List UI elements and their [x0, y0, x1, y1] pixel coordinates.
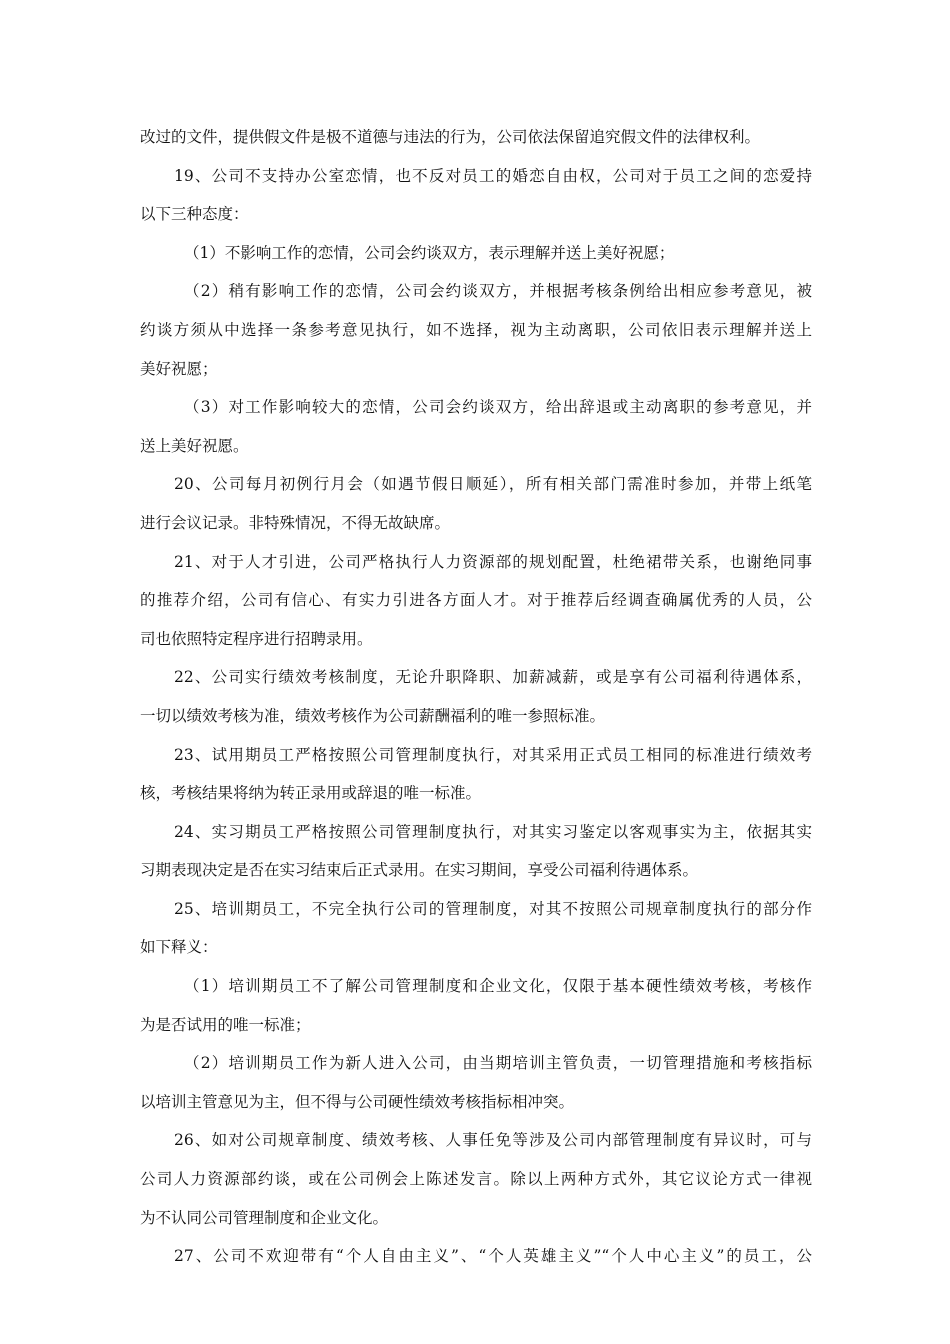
- text-line: 23、试用期员工严格按照公司管理制度执行，对其采用正式员工相同的标准进行绩效考: [174, 745, 812, 764]
- document-body: [140, 118, 812, 1276]
- text-line: 21、对于人才引进，公司严格执行人力资源部的规划配置，杜绝裙带关系，也谢绝同事: [174, 552, 812, 571]
- text-line: 20、公司每月初例行月会（如遇节假日顺延），所有相关部门需准时参加，并带上纸笔: [174, 475, 812, 494]
- text-line: 以培训主管意见为主，但不得与公司硬性绩效考核指标相冲突。: [140, 1092, 575, 1111]
- text-line: （1）培训期员工不了解公司管理制度和企业文化，仅限于基本硬性绩效考核，考核作: [184, 977, 812, 996]
- text-line: 的推荐介绍，公司有信心、有实力引进各方面人才。对于推荐后经调查确属优秀的人员，公: [140, 591, 812, 610]
- text-line: 如下释义：: [140, 938, 218, 957]
- text-line: 进行会议记录。非特殊情况，不得无故缺席。: [140, 513, 451, 532]
- text-line: 核，考核结果将纳为转正录用或辞退的唯一标准。: [140, 784, 482, 803]
- text-line: 25、培训期员工，不完全执行公司的管理制度，对其不按照公司规章制度执行的部分作: [174, 899, 812, 918]
- text-line: 以下三种态度：: [140, 205, 249, 224]
- text-line: （2）稍有影响工作的恋情，公司会约谈双方，并根据考核条例给出相应参考意见，被: [184, 282, 812, 301]
- text-line: 公司人力资源部约谈，或在公司例会上陈述发言。除以上两种方式外，其它议论方式一律视: [140, 1170, 812, 1189]
- text-line: 改过的文件，提供假文件是极不道德与违法的行为，公司依法保留追究假文件的法律权利。: [140, 128, 761, 146]
- text-line: 美好祝愿；: [140, 359, 218, 378]
- text-line: 送上美好祝愿。: [140, 436, 249, 455]
- text-line: 26、如对公司规章制度、绩效考核、人事任免等涉及公司内部管理制度有异议时，可与: [174, 1131, 812, 1150]
- text-line: （3）对工作影响较大的恋情，公司会约谈双方，给出辞退或主动离职的参考意见，并: [184, 398, 812, 417]
- text-line: 一切以绩效考核为准，绩效考核作为公司薪酬福利的唯一参照标准。: [140, 706, 606, 725]
- text-line: 22、公司实行绩效考核制度，无论升职降职、加薪减薪，或是享有公司福利待遇体系，: [174, 668, 812, 687]
- text-line: 为是否试用的唯一标准；: [140, 1015, 311, 1034]
- text-line: 19、公司不支持办公室恋情，也不反对员工的婚恋自由权，公司对于员工之间的恋爱持: [174, 166, 812, 185]
- text-line: 为不认同公司管理制度和企业文化。: [140, 1208, 389, 1227]
- text-line: 27、公司不欢迎带有“个人自由主义”、“个人英雄主义”“个人中心主义”的员工，公: [174, 1247, 812, 1266]
- text-line: 约谈方须从中选择一条参考意见执行，如不选择，视为主动离职，公司依旧表示理解并送上: [140, 320, 812, 339]
- text-line: 司也依照特定程序进行招聘录用。: [140, 629, 373, 648]
- text-line: 24、实习期员工严格按照公司管理制度执行，对其实习鉴定以客观事实为主，依据其实: [174, 822, 812, 841]
- text-line: （2）培训期员工作为新人进入公司，由当期培训主管负责，一切管理措施和考核指标: [184, 1054, 812, 1073]
- text-line: 习期表现决定是否在实习结束后正式录用。在实习期间，享受公司福利待遇体系。: [140, 861, 699, 880]
- text-line: （1）不影响工作的恋情，公司会约谈双方，表示理解并送上美好祝愿；: [184, 243, 675, 262]
